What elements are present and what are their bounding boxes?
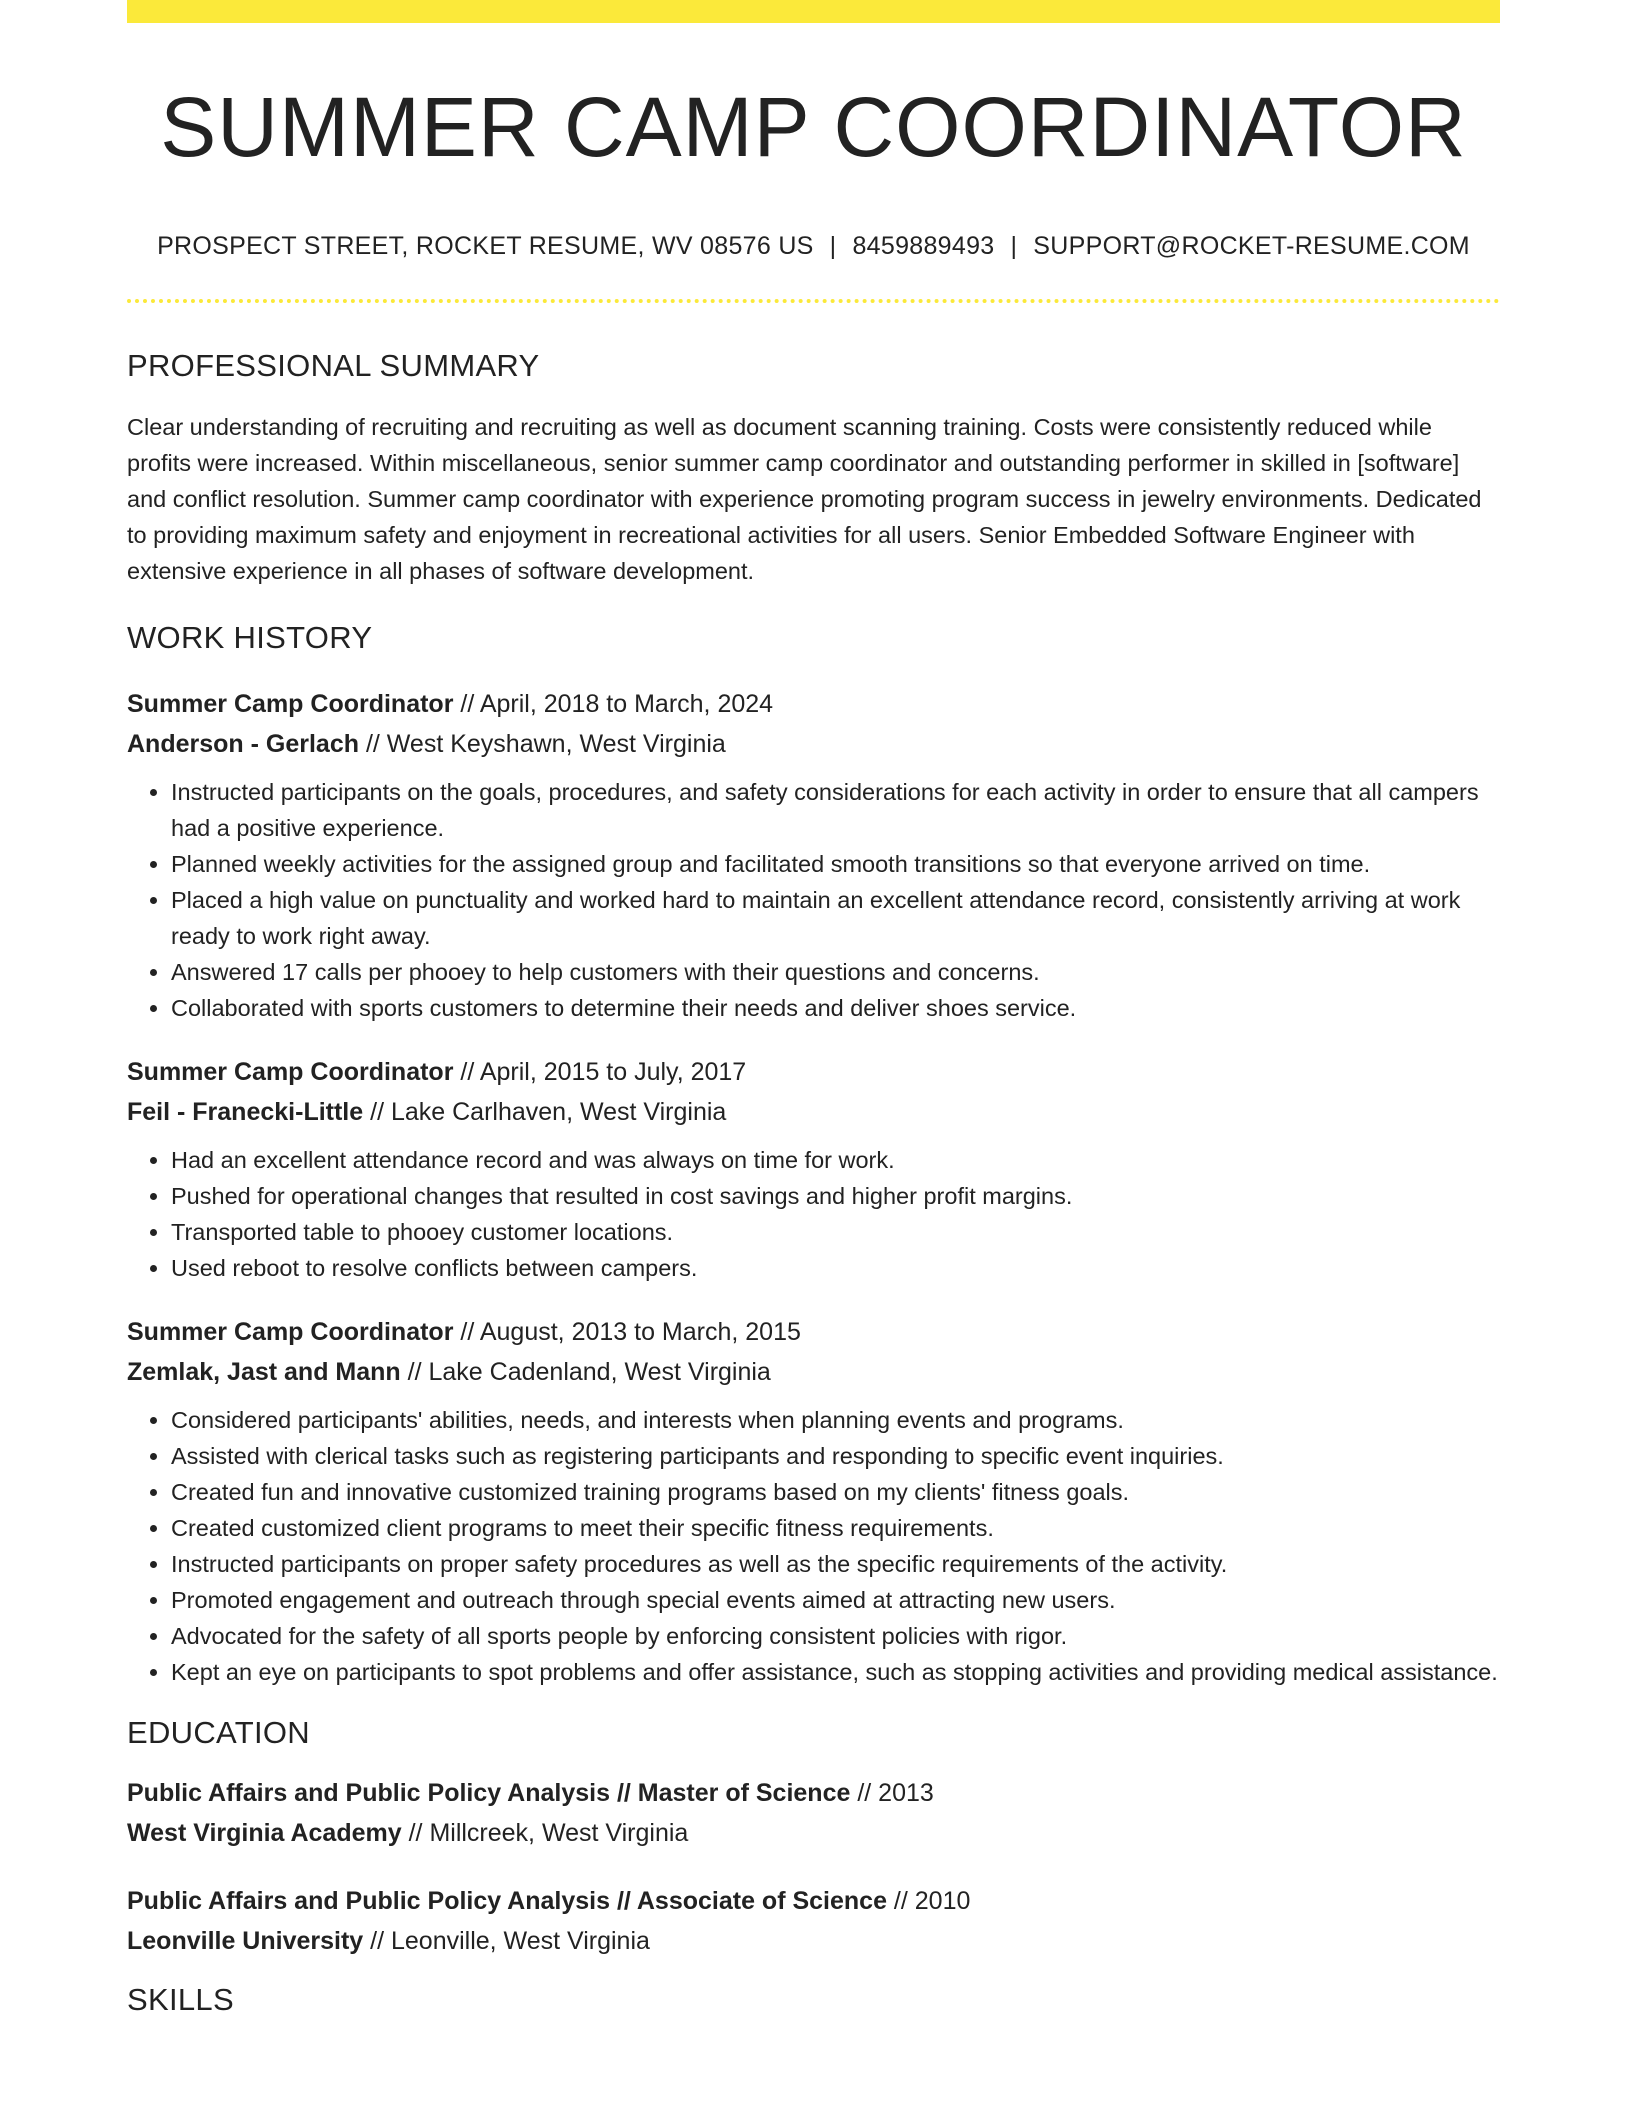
education-school-line	[127, 1921, 1500, 1961]
job-role: Summer Camp Coordinator	[127, 1057, 454, 1086]
job-bullet: • Advocated for the safety of all sports people by enforcing consistent policies with rigor.	[171, 1618, 1500, 1654]
job-bullet: • Planned weekly activities for the assigned group and facilitated smooth transitions so that everyone arrived on time.	[171, 846, 1500, 882]
summary-text: Clear understanding of recruiting and recruiting as well as document scanning training. Costs were consistently reduced while profits were increased. Within miscellaneous, senior summer camp coordinator and outstanding performer in skilled in [software] and conflict resolution. Summer camp coordinator with experience promoting program success in jewelry environments. Dedicated to providing maximum safety and enjoyment in recreational activities for all users. Senior Embedded Software Engineer with extensive experience in all phases of software development.	[127, 413, 1482, 584]
contact-phone: 8459889493	[852, 232, 995, 261]
skills-heading: SKILLS	[127, 1981, 234, 2017]
job-entry	[127, 684, 1500, 1026]
job-bullet: • Answered 17 calls per phooey to help customers with their questions and concerns.	[171, 954, 1500, 990]
education-degree: Public Affairs and Public Policy Analysis // Master of Science	[127, 1778, 851, 1807]
contact-address: PROSPECT STREET, ROCKET RESUME, WV 08576 US	[157, 232, 814, 261]
contact-email: SUPPORT@ROCKET-RESUME.COM	[1033, 232, 1470, 261]
accent-top-bar	[127, 0, 1500, 23]
work-history-heading: WORK HISTORY	[127, 619, 373, 655]
education-degree-line	[127, 1773, 1500, 1813]
job-bullet: • Transported table to phooey customer locations.	[171, 1214, 1500, 1250]
job-company-line	[127, 724, 1500, 764]
job-company: Anderson - Gerlach	[127, 729, 359, 758]
dotted-divider	[127, 299, 1500, 303]
education-year: // 2010	[886, 1886, 971, 1915]
job-role: Summer Camp Coordinator	[127, 1317, 454, 1346]
job-title-line	[127, 1312, 1500, 1352]
education-list	[127, 1773, 1500, 1961]
job-bullet: • Considered participants' abilities, needs, and interests when planning events and programs.	[171, 1402, 1500, 1438]
job-bullet: • Had an excellent attendance record and was always on time for work.	[171, 1142, 1500, 1178]
contact-line	[127, 231, 1500, 261]
education-entry	[127, 1773, 1500, 1853]
job-bullet: • Kept an eye on participants to spot problems and offer assistance, such as stopping activities and providing medical assistance.	[171, 1654, 1500, 1690]
job-title-line	[127, 684, 1500, 724]
job-company: Zemlak, Jast and Mann	[127, 1357, 401, 1386]
education-school: West Virginia Academy	[127, 1818, 402, 1847]
education-year: // 2013	[850, 1778, 934, 1807]
education-school: Leonville University	[127, 1926, 364, 1955]
job-bullet: • Pushed for operational changes that resulted in cost savings and higher profit margins.	[171, 1178, 1500, 1214]
job-location: // Lake Cadenland, West Virginia	[400, 1357, 771, 1386]
education-entry	[127, 1881, 1500, 1961]
job-bullet: • Instructed participants on the goals, procedures, and safety considerations for each activity in order to ensure that all campers had a positive experience.	[171, 774, 1500, 846]
job-bullet-list	[127, 1402, 1500, 1690]
work-history-list	[127, 684, 1500, 1690]
job-company: Feil - Franecki-Little	[127, 1097, 364, 1126]
resume-title: SUMMER CAMP COORDINATOR	[160, 80, 1467, 174]
job-dates: // April, 2018 to March, 2024	[453, 689, 774, 718]
job-bullet: • Used reboot to resolve conflicts between campers.	[171, 1250, 1500, 1286]
job-bullet: • Assisted with clerical tasks such as registering participants and responding to specific event inquiries.	[171, 1438, 1500, 1474]
job-bullet-list	[127, 774, 1500, 1026]
job-bullet: • Created fun and innovative customized training programs based on my clients' fitness goals.	[171, 1474, 1500, 1510]
resume-page	[127, 0, 1500, 2018]
contact-separator: |	[1010, 232, 1018, 261]
job-role: Summer Camp Coordinator	[127, 689, 454, 718]
summary-heading: PROFESSIONAL SUMMARY	[127, 348, 540, 384]
education-degree: Public Affairs and Public Policy Analysis // Associate of Science	[127, 1886, 887, 1915]
job-bullet: • Created customized client programs to meet their specific fitness requirements.	[171, 1510, 1500, 1546]
job-bullet: • Instructed participants on proper safety procedures as well as the specific requirements of the activity.	[171, 1546, 1500, 1582]
education-location: // Millcreek, West Virginia	[401, 1818, 689, 1847]
job-dates: // April, 2015 to July, 2017	[453, 1057, 747, 1086]
job-location: // West Keyshawn, West Virginia	[359, 729, 726, 758]
job-bullet: • Promoted engagement and outreach through special events aimed at attracting new users.	[171, 1582, 1500, 1618]
job-title-line	[127, 1052, 1500, 1092]
job-location: // Lake Carlhaven, West Virginia	[363, 1097, 727, 1126]
education-school-line	[127, 1813, 1500, 1853]
education-location: // Leonville, West Virginia	[363, 1926, 650, 1955]
job-dates: // August, 2013 to March, 2015	[453, 1317, 801, 1346]
job-entry	[127, 1312, 1500, 1690]
contact-separator: |	[829, 232, 837, 261]
job-company-line	[127, 1092, 1500, 1132]
job-entry	[127, 1052, 1500, 1286]
education-heading: EDUCATION	[127, 1714, 310, 1750]
job-bullet: • Collaborated with sports customers to determine their needs and deliver shoes service.	[171, 990, 1500, 1026]
job-company-line	[127, 1352, 1500, 1392]
education-degree-line	[127, 1881, 1500, 1921]
job-bullet: • Placed a high value on punctuality and worked hard to maintain an excellent attendance record, consistently arriving at work ready to work right away.	[171, 882, 1500, 954]
job-bullet-list	[127, 1142, 1500, 1286]
